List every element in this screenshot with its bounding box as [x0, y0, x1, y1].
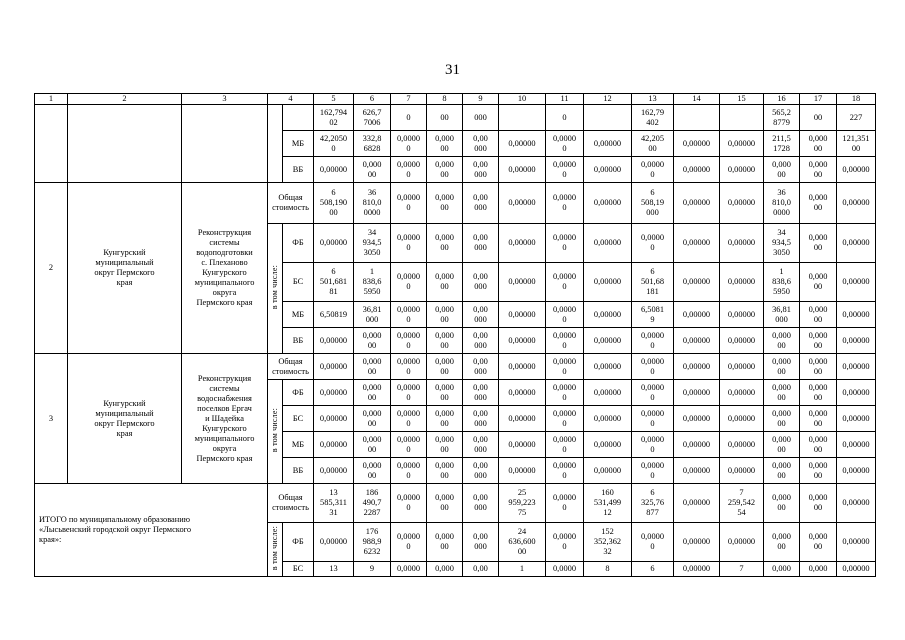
value-cell: 0,00000 [499, 328, 546, 354]
value-cell: 0,000 00 [764, 523, 800, 562]
value-cell: 0,000 00 [800, 183, 837, 224]
vertical-label-cell [268, 224, 283, 354]
fund-label: ВБ [283, 458, 314, 484]
value-cell: 0,0000 0 [546, 432, 584, 458]
column-number: 14 [674, 94, 720, 105]
value-cell: 0,00 000 [463, 484, 499, 523]
fund-label: Общая стоимость [268, 183, 314, 224]
value-cell: 0,00000 [314, 432, 354, 458]
value-cell: 0,00000 [720, 328, 764, 354]
value-cell: 0,00000 [584, 458, 632, 484]
column-number: 11 [546, 94, 584, 105]
value-cell: 0,000 00 [427, 354, 463, 380]
value-cell: 0,00000 [837, 263, 876, 302]
value-cell: 0,00000 [499, 458, 546, 484]
value-cell: 0,000 00 [354, 380, 391, 406]
column-number: 15 [720, 94, 764, 105]
value-cell: 7 259,542 54 [720, 484, 764, 523]
value-cell: 0,00000 [584, 131, 632, 157]
value-cell: 0,000 00 [354, 354, 391, 380]
fund-label: МБ [283, 432, 314, 458]
value-cell: 1 [499, 562, 546, 577]
value-cell: 0,000 00 [800, 157, 837, 183]
column-number: 17 [800, 94, 837, 105]
value-cell: 0,0000 0 [546, 328, 584, 354]
column-number: 13 [632, 94, 674, 105]
value-cell: 0,0000 0 [391, 406, 427, 432]
value-cell: 0,00000 [837, 562, 876, 577]
value-cell: 0,00 000 [463, 380, 499, 406]
value-cell: 0,000 00 [800, 302, 837, 328]
value-cell: 0,00000 [499, 157, 546, 183]
value-cell [584, 105, 632, 131]
value-cell: 0,000 00 [800, 224, 837, 263]
column-number: 4 [268, 94, 314, 105]
value-cell: 0,000 00 [800, 458, 837, 484]
value-cell: 6,5081 9 [632, 302, 674, 328]
value-cell: 0,000 00 [764, 380, 800, 406]
value-cell: 0,00000 [584, 224, 632, 263]
value-cell: 0,00000 [499, 131, 546, 157]
value-cell: 0,00000 [837, 224, 876, 263]
total-label: ИТОГО по муниципальному образованию «Лысьвенский городской округ Пермского края»: [35, 484, 268, 577]
value-cell: 0,00000 [837, 302, 876, 328]
value-cell: 227 [837, 105, 876, 131]
value-cell: 0,00000 [837, 484, 876, 523]
value-cell: 0,00000 [720, 224, 764, 263]
fund-label: ФБ [283, 523, 314, 562]
value-cell: 0,00 000 [463, 224, 499, 263]
value-cell: 0,00000 [674, 302, 720, 328]
value-cell: 1 838,6 5950 [764, 263, 800, 302]
value-cell: 186 490,7 2287 [354, 484, 391, 523]
value-cell: 0,00000 [837, 458, 876, 484]
value-cell: 0,00000 [674, 183, 720, 224]
value-cell: 0,0000 [391, 562, 427, 577]
value-cell: 6 325,76 877 [632, 484, 674, 523]
value-cell: 0,00000 [314, 157, 354, 183]
value-cell: 0,00000 [499, 302, 546, 328]
value-cell: 34 934,5 3050 [764, 224, 800, 263]
fund-label: МБ [283, 302, 314, 328]
value-cell: 0,00 000 [463, 263, 499, 302]
value-cell: 0,0000 0 [546, 484, 584, 523]
value-cell: 0,0000 0 [391, 523, 427, 562]
value-cell: 24 636,600 00 [499, 523, 546, 562]
value-cell: 0,0000 0 [632, 458, 674, 484]
value-cell: 0,0000 0 [391, 380, 427, 406]
value-cell: 0,0000 0 [391, 484, 427, 523]
value-cell: 00 [427, 105, 463, 131]
project-description: Реконструкция системы водоснабжения поселков Ергач и Шадейка Кунгурского муниципального округа Пермского края [182, 354, 268, 484]
value-cell: 0,00000 [314, 328, 354, 354]
value-cell: 0,000 [764, 562, 800, 577]
value-cell: 0,0000 0 [546, 157, 584, 183]
value-cell: 0,000 00 [427, 131, 463, 157]
vertical-label: в том числе: [270, 525, 279, 571]
value-cell: 0,000 00 [354, 458, 391, 484]
value-cell: 0,000 00 [764, 458, 800, 484]
value-cell: 0 [546, 105, 584, 131]
value-cell: 0,00000 [720, 302, 764, 328]
table-row [35, 183, 876, 224]
table-row [35, 484, 876, 523]
empty-cell [268, 105, 283, 183]
value-cell: 0,000 00 [764, 157, 800, 183]
value-cell: 6 508,19 000 [632, 183, 674, 224]
value-cell: 0,000 00 [764, 354, 800, 380]
value-cell: 0,00000 [584, 263, 632, 302]
value-cell [674, 105, 720, 131]
value-cell: 0,00000 [499, 224, 546, 263]
column-number: 1 [35, 94, 68, 105]
value-cell: 152 352,362 32 [584, 523, 632, 562]
value-cell: 0,00000 [499, 183, 546, 224]
value-cell: 0,00 000 [463, 523, 499, 562]
value-cell: 6,50819 [314, 302, 354, 328]
value-cell: 0,00000 [720, 263, 764, 302]
value-cell: 0,0000 0 [391, 131, 427, 157]
value-cell: 0,00000 [674, 523, 720, 562]
value-cell: 0,00000 [584, 406, 632, 432]
value-cell: 565,2 8779 [764, 105, 800, 131]
value-cell [499, 105, 546, 131]
value-cell: 0,00000 [720, 157, 764, 183]
value-cell: 0,0000 0 [391, 354, 427, 380]
value-cell: 0,00000 [837, 380, 876, 406]
value-cell: 0,000 00 [764, 406, 800, 432]
value-cell: 0,00 [463, 562, 499, 577]
value-cell: 0,00000 [837, 354, 876, 380]
value-cell: 0,0000 0 [546, 523, 584, 562]
value-cell: 160 531,499 12 [584, 484, 632, 523]
value-cell: 0,00000 [584, 354, 632, 380]
value-cell: 0,00000 [837, 328, 876, 354]
fund-label: ФБ [283, 380, 314, 406]
value-cell: 0,000 00 [427, 302, 463, 328]
value-cell: 6 508,190 00 [314, 183, 354, 224]
value-cell: 36,81 000 [354, 302, 391, 328]
value-cell: 0,00000 [674, 131, 720, 157]
value-cell: 0,000 [427, 562, 463, 577]
value-cell: 0,00000 [674, 328, 720, 354]
value-cell: 34 934,5 3050 [354, 224, 391, 263]
value-cell: 0,00000 [314, 523, 354, 562]
value-cell: 0,0000 0 [546, 183, 584, 224]
value-cell: 0,0000 0 [632, 157, 674, 183]
value-cell: 0,000 00 [354, 406, 391, 432]
value-cell: 1 838,6 5950 [354, 263, 391, 302]
empty-cell [283, 105, 314, 131]
value-cell: 0,00000 [674, 224, 720, 263]
value-cell: 0,000 00 [800, 406, 837, 432]
value-cell: 0,000 00 [764, 432, 800, 458]
value-cell: 162,79 402 [632, 105, 674, 131]
fund-label: Общая стоимость [268, 484, 314, 523]
value-cell: 0,00000 [499, 380, 546, 406]
empty-cell [182, 105, 268, 183]
value-cell: 0,000 00 [427, 523, 463, 562]
value-cell: 8 [584, 562, 632, 577]
value-cell: 0,0000 0 [632, 406, 674, 432]
value-cell: 0,0000 0 [546, 380, 584, 406]
column-number: 2 [68, 94, 182, 105]
value-cell: 0,0000 0 [546, 224, 584, 263]
value-cell: 0,0000 0 [632, 380, 674, 406]
column-number: 8 [427, 94, 463, 105]
value-cell: 25 959,223 75 [499, 484, 546, 523]
value-cell: 0,00000 [720, 432, 764, 458]
value-cell: 0,000 00 [427, 224, 463, 263]
value-cell: 0,00000 [314, 380, 354, 406]
value-cell: 42,205 00 [632, 131, 674, 157]
value-cell: 13 585,311 31 [314, 484, 354, 523]
value-cell: 0,00000 [584, 183, 632, 224]
value-cell: 0,00 000 [463, 328, 499, 354]
municipality-name: Кунгурский муниципальный округ Пермского края [68, 354, 182, 484]
value-cell: 0,00000 [674, 263, 720, 302]
value-cell: 0,00000 [837, 432, 876, 458]
value-cell: 0,00000 [499, 354, 546, 380]
value-cell: 0,000 00 [800, 328, 837, 354]
vertical-label-cell [268, 523, 283, 577]
value-cell: 0,0000 0 [391, 458, 427, 484]
value-cell: 0,0000 0 [632, 328, 674, 354]
value-cell: 0,0000 0 [546, 458, 584, 484]
value-cell: 0,00000 [584, 157, 632, 183]
value-cell: 0,0000 [546, 562, 584, 577]
value-cell: 0,000 [800, 562, 837, 577]
value-cell: 0,000 00 [354, 328, 391, 354]
value-cell: 0,00000 [584, 380, 632, 406]
value-cell: 0,00000 [314, 406, 354, 432]
column-number: 6 [354, 94, 391, 105]
value-cell: 0,00000 [314, 354, 354, 380]
column-number: 12 [584, 94, 632, 105]
value-cell: 6 501,68 181 [632, 263, 674, 302]
value-cell: 0,000 00 [427, 380, 463, 406]
value-cell: 0,00 000 [463, 157, 499, 183]
value-cell: 0,00000 [314, 224, 354, 263]
value-cell: 0,0000 0 [632, 224, 674, 263]
value-cell [720, 105, 764, 131]
vertical-label-cell [268, 380, 283, 484]
value-cell: 0,00000 [499, 406, 546, 432]
value-cell: 0,0000 0 [632, 432, 674, 458]
fund-label: БС [283, 406, 314, 432]
value-cell: 0,0000 0 [546, 263, 584, 302]
value-cell: 0,000 00 [800, 263, 837, 302]
fund-label: БС [283, 562, 314, 577]
value-cell: 0,000 00 [764, 484, 800, 523]
value-cell: 0,0000 0 [391, 302, 427, 328]
value-cell: 176 988,9 6232 [354, 523, 391, 562]
table-row [35, 105, 876, 131]
value-cell: 0,00000 [837, 157, 876, 183]
item-number: 3 [35, 354, 68, 484]
value-cell: 0,00000 [837, 183, 876, 224]
value-cell: 00 [800, 105, 837, 131]
value-cell: 0,000 00 [427, 263, 463, 302]
fund-label: ВБ [283, 157, 314, 183]
value-cell: 0,000 00 [427, 183, 463, 224]
column-number: 9 [463, 94, 499, 105]
value-cell: 0,0000 0 [546, 354, 584, 380]
value-cell: 0,000 00 [800, 432, 837, 458]
fund-label: ФБ [283, 224, 314, 263]
column-number: 3 [182, 94, 268, 105]
value-cell: 0 [391, 105, 427, 131]
value-cell: 0,00000 [584, 432, 632, 458]
value-cell: 13 [314, 562, 354, 577]
value-cell: 6 501,681 81 [314, 263, 354, 302]
fund-label: МБ [283, 131, 314, 157]
value-cell: 0,000 00 [427, 458, 463, 484]
value-cell: 0,0000 0 [391, 157, 427, 183]
column-number: 16 [764, 94, 800, 105]
vertical-label: в том числе: [270, 264, 279, 310]
value-cell: 0,000 00 [800, 484, 837, 523]
value-cell: 0,000 00 [427, 157, 463, 183]
value-cell: 0,000 00 [800, 354, 837, 380]
value-cell: 36,81 000 [764, 302, 800, 328]
value-cell: 0,000 00 [800, 380, 837, 406]
column-number: 10 [499, 94, 546, 105]
value-cell: 0,0000 0 [391, 328, 427, 354]
value-cell: 0,00 000 [463, 354, 499, 380]
value-cell: 7 [720, 562, 764, 577]
value-cell: 0,000 00 [427, 484, 463, 523]
value-cell: 0,00000 [674, 406, 720, 432]
value-cell: 0,000 00 [354, 432, 391, 458]
value-cell: 0,000 00 [800, 523, 837, 562]
value-cell: 0,000 00 [427, 432, 463, 458]
page-number: 31 [445, 62, 460, 78]
value-cell: 0,00000 [720, 380, 764, 406]
header-row [35, 94, 876, 105]
value-cell: 0,00000 [314, 458, 354, 484]
value-cell: 0,00000 [674, 458, 720, 484]
value-cell: 0,00000 [674, 432, 720, 458]
value-cell: 0,000 00 [800, 131, 837, 157]
value-cell: 0,00000 [837, 523, 876, 562]
value-cell: 162,794 02 [314, 105, 354, 131]
value-cell: 0,00 000 [463, 458, 499, 484]
value-cell: 0,000 00 [427, 328, 463, 354]
value-cell: 0,00 000 [463, 406, 499, 432]
value-cell: 0,00000 [720, 183, 764, 224]
value-cell: 36 810,0 0000 [354, 183, 391, 224]
value-cell: 0,00000 [720, 523, 764, 562]
value-cell: 0,0000 0 [632, 354, 674, 380]
value-cell: 0,00000 [720, 406, 764, 432]
empty-cell [68, 105, 182, 183]
project-description: Реконструкция системы водоподготовки с. Плеханово Кунгурского муниципального округа Пермского края [182, 183, 268, 354]
budget-table [34, 93, 876, 577]
fund-label: ВБ [283, 328, 314, 354]
value-cell: 0,00000 [720, 458, 764, 484]
value-cell: 0,000 00 [764, 328, 800, 354]
value-cell: 36 810,0 0000 [764, 183, 800, 224]
value-cell: 0,0000 0 [546, 406, 584, 432]
value-cell: 9 [354, 562, 391, 577]
vertical-label: в том числе: [270, 407, 279, 453]
value-cell: 0,00000 [837, 406, 876, 432]
column-number: 7 [391, 94, 427, 105]
value-cell: 0,00000 [499, 432, 546, 458]
value-cell: 0,00000 [674, 484, 720, 523]
value-cell: 211,5 1728 [764, 131, 800, 157]
value-cell: 0,00 000 [463, 432, 499, 458]
column-number: 18 [837, 94, 876, 105]
value-cell: 0,0000 0 [391, 224, 427, 263]
value-cell: 0,00000 [720, 131, 764, 157]
column-number: 5 [314, 94, 354, 105]
fund-label: Общая стоимость [268, 354, 314, 380]
value-cell: 0,0000 0 [546, 302, 584, 328]
value-cell: 0,00 000 [463, 131, 499, 157]
fund-label: БС [283, 263, 314, 302]
value-cell: 0,00000 [584, 302, 632, 328]
value-cell: 0,0000 0 [546, 131, 584, 157]
value-cell: 6 [632, 562, 674, 577]
value-cell: 121,351 00 [837, 131, 876, 157]
empty-cell [35, 105, 68, 183]
value-cell: 0,0000 0 [391, 183, 427, 224]
value-cell: 626,7 7006 [354, 105, 391, 131]
value-cell: 0,00000 [674, 562, 720, 577]
value-cell: 0,00000 [499, 263, 546, 302]
value-cell: 0,00000 [584, 328, 632, 354]
value-cell: 0,00000 [720, 354, 764, 380]
value-cell: 0,0000 0 [632, 523, 674, 562]
table-row [35, 354, 876, 380]
value-cell: 0,00000 [674, 380, 720, 406]
value-cell: 0,00 000 [463, 302, 499, 328]
value-cell: 42,2050 0 [314, 131, 354, 157]
value-cell: 0,00000 [674, 354, 720, 380]
value-cell: 0,0000 0 [391, 432, 427, 458]
value-cell: 0,000 00 [354, 157, 391, 183]
table-body [35, 94, 876, 577]
value-cell: 0,0000 0 [391, 263, 427, 302]
item-number: 2 [35, 183, 68, 354]
municipality-name: Кунгурский муниципальный округ Пермского края [68, 183, 182, 354]
value-cell: 0,00 000 [463, 183, 499, 224]
value-cell: 0,000 00 [427, 406, 463, 432]
value-cell: 0,00000 [674, 157, 720, 183]
value-cell: 332,8 6828 [354, 131, 391, 157]
value-cell: 000 [463, 105, 499, 131]
